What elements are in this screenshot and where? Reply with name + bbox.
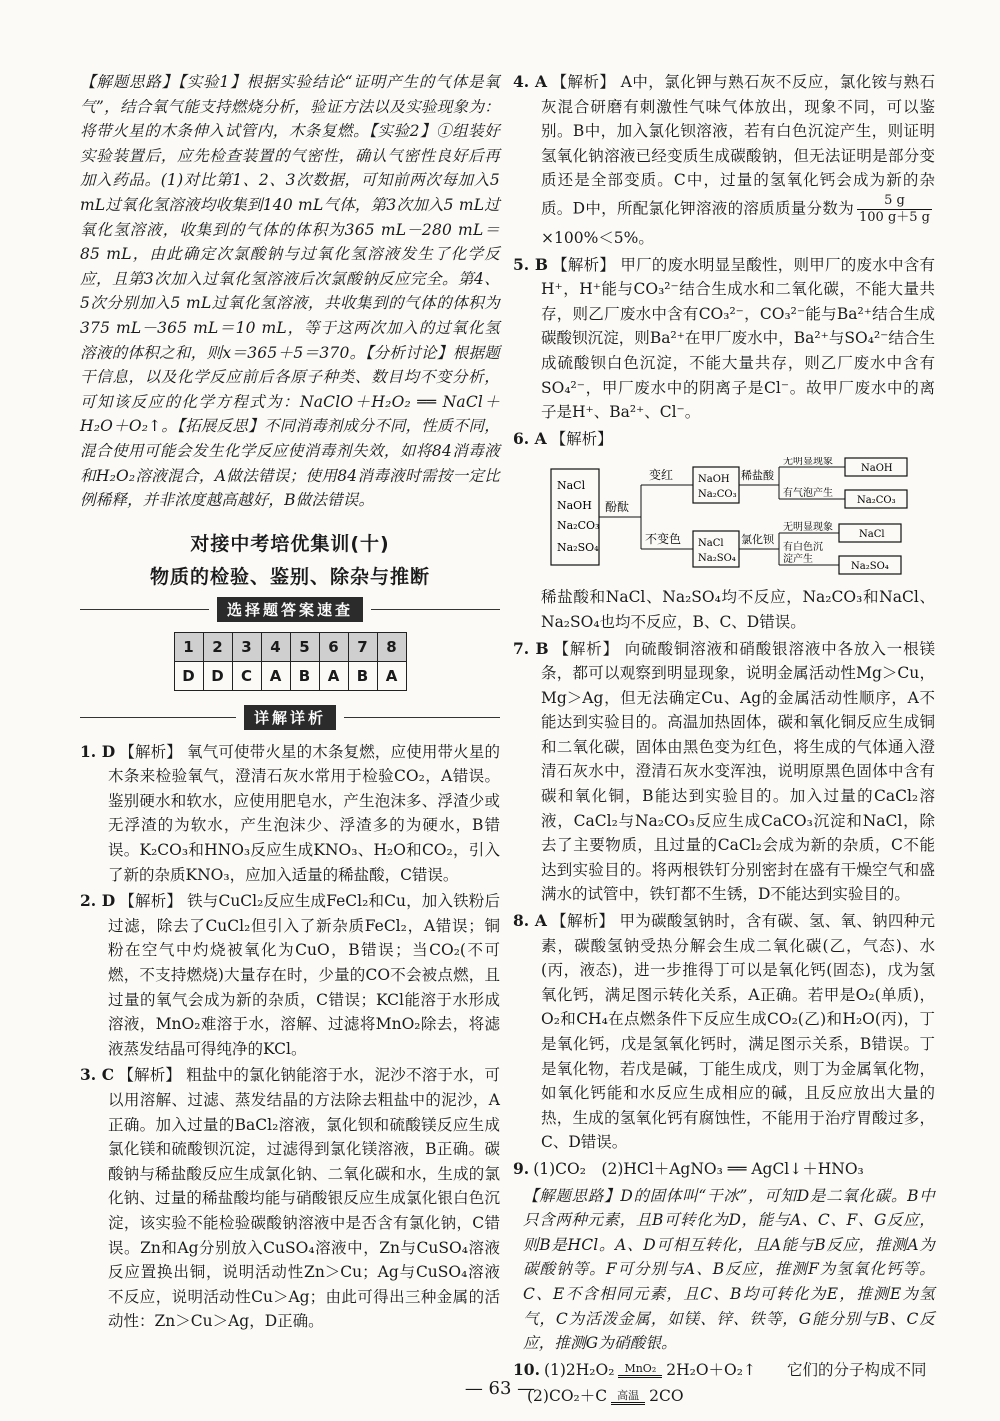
mid-bottom-1: Na₂SO₄ [698, 553, 736, 565]
q10-eq2-condition: 高温 [611, 1390, 645, 1405]
detail-banner [80, 705, 500, 730]
answers-banner-label: 选择题答案速查 [217, 597, 363, 622]
detail-banner-label: 详解详析 [244, 705, 336, 730]
answer-table-cell: A [319, 661, 348, 690]
q4-fraction [857, 193, 932, 226]
q6-head: 【解析】 [550, 429, 613, 448]
answer-table-cell: B [290, 661, 319, 690]
q10-eq2-right: 2CO [649, 1387, 684, 1406]
q2-number: 2. D [80, 891, 116, 911]
start-item-1: NaOH [557, 499, 592, 513]
identification-flow-diagram [549, 457, 919, 577]
q4-text: 【解析】 A中，氯化钾与熟石灰不反应，氯化铵与熟石灰混合研磨有刺激性气味气体放出，现象不同，可以鉴别。B中，加入氯化钡溶液，若有白色沉淀产生，则证明氢氧化钠溶液已经变质生成碳酸钠，但无法证明是部分变质还是全部变质。C中，过量的氢氧化钙会成为新的杂质。D中，所配氯化钾溶液的溶质质量分数为 [541, 73, 935, 218]
question-6 [513, 427, 935, 452]
q1-number: 1. D [80, 741, 116, 761]
reagent-2-bottom: 氯化钡 [741, 533, 774, 547]
section-subtitle: 物质的检验、鉴别、除杂与推断 [149, 565, 430, 588]
q10-eq1-condition: MnO₂ [618, 1363, 662, 1378]
q6-tail: 稀盐酸和NaCl、Na₂SO₄均不反应，Na₂CO₃和NaCl、Na₂SO₄也均不反应，B、C、D错误。 [541, 588, 935, 631]
answer-table-header: 1 [174, 632, 203, 661]
reagent-1-label: 酚酞 [605, 500, 630, 515]
mid-top-1: Na₂CO₃ [698, 489, 737, 501]
question-8 [513, 909, 935, 1155]
q9-thought: 【解题思路】D的固体叫“干冰”，可知D是二氧化碳。B中只含两种元素，且B可转化为D，能与A、C、F、G反应，则B是HCl。A、D可相互转化，且A能与B反应，推测A为碳酸钠等。F可分别与A、B反应，推测F为氢氧化钙等。C、E不含相同元素，且C、B均可转化为E，推测E为氢气，C为活泼金属，如镁、锌、铁等，G能分别与B、C反应，推测G为硝酸银。 [523, 1186, 935, 1353]
question-2 [80, 889, 500, 1061]
question-1 [80, 740, 500, 888]
q6-number: 6. A [513, 428, 547, 448]
answer-table-header: 3 [232, 632, 261, 661]
obs-4b: 淀产生 [783, 554, 813, 566]
answer-table-cell: C [232, 661, 261, 690]
question-9 [513, 1157, 935, 1182]
reagent-2-top: 稀盐酸 [741, 469, 774, 483]
q10-eq1-note: 它们的分子构成不同 [786, 1360, 927, 1379]
q2-text: 【解析】 铁与CuCl₂反应生成FeCl₂和Cu，加入铁粉后过滤，除去了CuCl₂但引入了新杂质FeCl₂，A错误；铜粉在空气中灼烧被氧化为CuO，B错误；当CO₂(不可燃，不支持燃烧)大量存在时，少量的CO不会被点燃，且过量的氧气会成为新的杂质，C错误；KCl能溶于水形成溶液，MnO₂难溶于水，溶解、过滤将MnO₂除去，将滤液蒸发结晶可得纯净的KCl。 [108, 892, 500, 1058]
answer-table-cell: A [377, 661, 406, 690]
question-7 [513, 637, 935, 908]
q4-number: 4. A [513, 72, 548, 91]
q4-fraction-denominator: 100 g＋5 g [859, 209, 930, 225]
answers-banner [80, 597, 500, 622]
answer-table-header: 5 [290, 632, 319, 661]
start-item-2: Na₂CO₃ [557, 519, 600, 533]
q5-number: 5. B [513, 254, 548, 274]
q10-eq1-right: 2H₂O＋O₂↑ [666, 1360, 756, 1379]
answer-table-header: 8 [377, 632, 406, 661]
answer-table-header: 6 [319, 632, 348, 661]
answer-table-header: 4 [261, 632, 290, 661]
mid-bottom-0: NaCl [698, 538, 724, 550]
start-item-3: Na₂SO₄ [557, 541, 599, 555]
right-column [513, 70, 935, 1411]
answer-table-header: 2 [203, 632, 232, 661]
q10-eq2-left: (2)CO₂＋C [527, 1387, 608, 1406]
obs-3: 无明显现象 [783, 522, 833, 534]
left-column [80, 70, 500, 1336]
answer-table-cell: D [174, 661, 203, 690]
q10-number: 10. [513, 1359, 540, 1379]
obs-2: 有气泡产生 [783, 488, 833, 500]
start-item-0: NaCl [557, 479, 586, 493]
q8-text: 【解析】 甲为碳酸氢钠时，含有碳、氢、氧、钠四种元素，碳酸氢钠受热分解会生成二氧化碳(乙，气态)、水(丙，液态)，进一步推得丁可以是氧化钙(固态)，戊为氢氧化钙，满足图示转化关系，A正确。若甲是O₂(单质)，O₂和CH₄在点燃条件下反应生成CO₂(乙)和H₂O(丙)，丁是氧化钙，戊是氢氧化钙时，满足图示关系，B错误。丁是氧化物，若戊是碱，丁能生成戊，则丁为金属氧化物，如氧化钙能和水反应生成相应的碱，且反应放出大量的热，生成的氢氧化钙有腐蚀性，不能用于治疗胃酸过多，C、D错误。 [541, 912, 935, 1152]
answer-table-cell: D [203, 661, 232, 690]
end-2: Na₂CO₃ [857, 495, 896, 507]
answer-table-cell: B [348, 661, 377, 690]
question-3 [80, 1063, 500, 1334]
q4-fraction-numerator: 5 g [857, 193, 932, 210]
q10-eq1-left: (1)2H₂O₂ [543, 1360, 615, 1379]
answer-table-cell: A [261, 661, 290, 690]
end-1: NaOH [861, 463, 893, 475]
section-title: 对接中考培优集训(十) [190, 532, 390, 555]
red-label: 变红 [649, 468, 674, 483]
q7-number: 7. B [513, 638, 549, 658]
q9-answer: (1)CO₂ (2)HCl＋AgNO₃ ══ AgCl↓＋HNO₃ [533, 1159, 864, 1178]
colorless-label: 不变色 [645, 532, 682, 547]
end-4: Na₂SO₄ [851, 561, 889, 573]
q10-eq1-arrow [618, 1363, 662, 1378]
q7-text: 【解析】 向硫酸铜溶液和硝酸银溶液中各放入一根镁条，都可以观察到明显现象，说明金属活动性Mg＞Cu，Mg＞Ag，但无法确定Cu、Ag的金属活动性顺序，A不能达到实验目的。高温加热固体，碳和氧化铜反应生成铜和二氧化碳，固体由黑色变为红色，将生成的气体通入澄清石灰水中，澄清石灰水变浑浊，说明原黑色固体中含有碳和氧化铜，B能达到实验目的。加入过量的CaCl₂溶液，CaCl₂与Na₂CO₃反应生成CaCO₃沉淀和NaCl，除去了主要物质，且过量的CaCl₂会成为新的杂质，C不能达到实验目的。将两根铁钉分别密封在盛有干燥空气和盛满水的试管中，铁钉都不生锈，D不能达到实验目的。 [541, 639, 935, 904]
answer-table [174, 632, 407, 691]
end-3: NaCl [859, 529, 885, 541]
obs-1: 无明显现象 [783, 457, 833, 468]
question-4 [513, 70, 935, 251]
q4-tail: ×100%＜5%。 [541, 228, 654, 247]
q5-text: 【解析】 甲厂的废水明显呈酸性，则甲厂的废水中含有H⁺，H⁺能与CO₃²⁻结合生成水和二氧化碳，不能大量共存，则乙厂废水中含有CO₃²⁻，CO₃²⁻能与Ba²⁺结合生成碳酸钡沉淀，则Ba²⁺在甲厂废水中，Ba²⁺与SO₄²⁻结合生成硫酸钡白色沉淀，不能大量共存，则乙厂废水中含有SO₄²⁻，甲厂废水中的阴离子是Cl⁻。故甲厂废水中的离子是H⁺、Ba²⁺、Cl⁻。 [541, 255, 935, 422]
q1-text: 【解析】 氧气可使带火星的木条复燃，应使用带火星的木条来检验氧气，澄清石灰水常用于检验CO₂，A错误。鉴别硬水和软水，应使用肥皂水，产生泡沫多、浮渣少或无浮渣的为软水，产生泡沫少、浮渣多的为硬水，B错误。K₂CO₃和HNO₃反应生成KNO₃、H₂O和CO₂，引入了新的杂质KNO₃，应加入适量的稀盐酸，C错误。 [108, 742, 500, 884]
answer-table-header: 7 [348, 632, 377, 661]
q3-number: 3. C [80, 1065, 115, 1085]
intro-thought: 【解题思路】【实验1】根据实验结论“证明产生的气体是氧气”，结合氧气能支持燃烧分析，验证方法以及实验现象为：将带火星的木条伸入试管内，木条复燃。【实验2】①组装好实验装置后，应先检查装置的气密性，确认气密性良好后再加入药品。(1)对比第1、2、3次数据，可知前两次每加入5 mL过氧化氢溶液均收集到140 mL气体，第3次加入5 mL过氧化氢溶液，收集到的气体的体积为365 mL－280 mL＝85 mL，由此确定次氯酸钠与过氧化氢溶液发生了化学反应，且第3次加入过氧化氢溶液后次氯酸钠反应完全。第4、5次分别加入5 mL过氧化氢溶液，共收集到的气体的体积为375 mL－365 mL＝10 mL，等于这两次加入的过氧化氢溶液的体积之和，则x＝365＋5＝370。【分析讨论】根据题干信息，以及化学反应前后各原子种类、数目均不变分析，可知该反应的化学方程式为：NaClO＋H₂O₂ ══ NaCl＋H₂O＋O₂↑。【拓展反思】不同消毒剂成分不同，性质不同，混合使用可能会发生化学反应使消毒剂失效，如将84消毒液和H₂O₂溶液混合，A做法错误；使用84消毒液时需按一定比例稀释，并非浓度越高越好，B做法错误。 [80, 73, 500, 510]
q8-number: 8. A [513, 911, 547, 931]
question-5 [513, 253, 935, 425]
q3-text: 【解析】 粗盐中的氯化钠能溶于水，泥沙不溶于水，可以用溶解、过滤、蒸发结晶的方法除去粗盐中的泥沙，A正确。加入过量的BaCl₂溶液，氯化钡和硫酸镁反应生成氯化镁和硫酸钡沉淀，过滤得到氯化镁溶液，B正确。碳酸钠与稀盐酸反应生成氯化钠、二氧化碳和水，生成的氯化钠、过量的稀盐酸均能与硝酸银反应生成氯化银白色沉淀，该实验不能检验碳酸钠溶液中是否含有氯化钠，C错误。Zn和Ag分别放入CuSO₄溶液中，Zn与CuSO₄溶液反应置换出铜，说明活动性Zn＞Cu；Ag与CuSO₄溶液不反应，说明活动性Cu＞Ag；由此可得出三种金属的活动性：Zn＞Cu＞Ag，D正确。 [108, 1066, 500, 1331]
mid-top-0: NaOH [698, 474, 730, 486]
page-number: — 63 — [464, 1378, 536, 1399]
obs-4a: 有白色沉 [783, 542, 823, 554]
q9-number: 9. [513, 1158, 530, 1178]
